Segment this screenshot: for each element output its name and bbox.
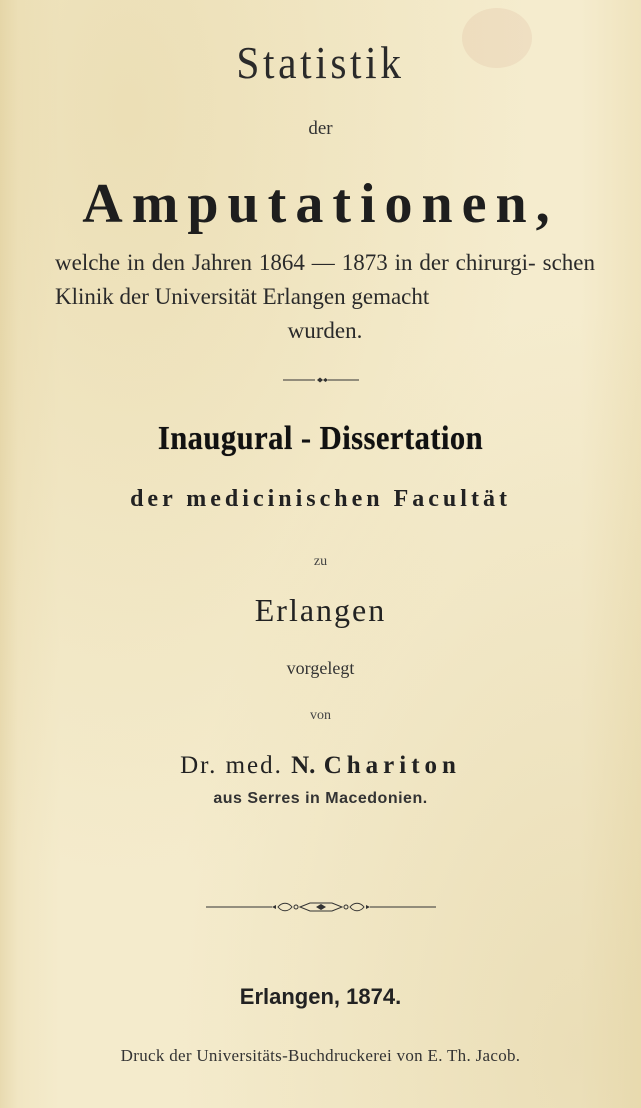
imprint-place-year: Erlangen, 1874.	[239, 984, 402, 1009]
word-zu: zu	[313, 554, 328, 569]
subtitle-line: schen Klinik der Universität Erlangen gemacht	[55, 250, 595, 309]
subtitle-line: wurden.	[287, 318, 363, 343]
author-name: Chariton	[323, 752, 461, 779]
dissertation-heading: Inaugural - Dissertation	[157, 420, 484, 457]
title-word-amputationen: Amputationen,	[82, 173, 559, 235]
faculty-line: der medicinischen Facultät	[130, 486, 511, 512]
decorative-rule-ornament	[0, 900, 641, 919]
subtitle-paragraph	[55, 246, 595, 348]
printer-line: Druck der Universitäts-Buchdruckerei von E. Th. Jacob.	[120, 1046, 521, 1065]
author-line	[0, 752, 641, 780]
word-von: von	[310, 708, 331, 723]
small-rule-ornament	[0, 372, 641, 390]
author-initial: N.	[291, 752, 316, 779]
city-name: Erlangen	[254, 592, 387, 628]
word-vorgelegt: vorgelegt	[286, 658, 355, 678]
author-prefix: Dr. med.	[180, 752, 283, 779]
title-word-statistik: Statistik	[236, 37, 405, 88]
title-word-der: der	[308, 118, 333, 139]
author-origin: aus Serres in Macedonien.	[213, 790, 428, 807]
subtitle-line: welche in den Jahren 1864 — 1873 in der chirurgi-	[55, 250, 536, 275]
